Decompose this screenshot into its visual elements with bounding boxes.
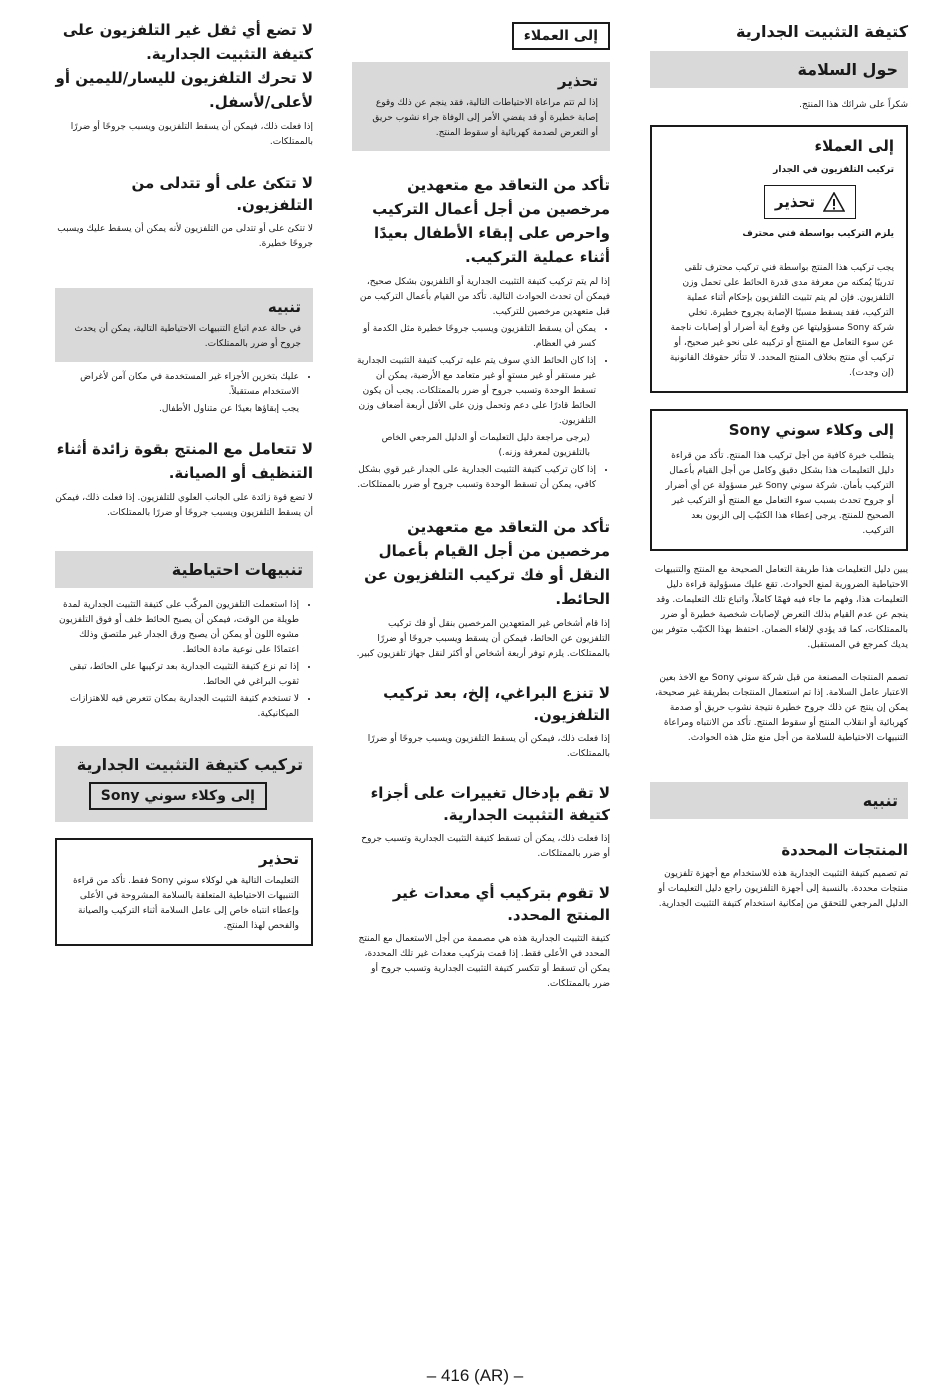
safety-design-paragraph: تصمم المنتجات المصنعة من قبل شركة سوني Sony مع الاخذ بعين الاعتبار عامل السلامة. إذا تم استعمال المنتجات بطريقة غير صحيحة، يمكن إن ينتج عن ذلك جروح خطيرة نتيجة نشوب حريق أو صدمة كهربائية أو انقلاب المنتج أو سقوط المنتج. تأكد من الانتباه ومراعاة التنبيهات الاحتياطية للسلامة من أجل منع مثل هذه الحوادث. — [655, 673, 908, 743]
contract-move-body: إذا قام أشخاص غير المتعهدين المرخصين بنقل أو فك تركيب التلفزيون عن الحائط، فيمكن أن يسقط ويسبب جروحًا أو ضررًا بالممتلكات. يلزم توفر أربعة أشخاص أو أكثر لنقل جهاز تلفزيون كبير. — [356, 619, 610, 659]
contract-install-heading: تأكد من التعاقد مع متعهدين مرخصين من أجل أعمال التركيب واحرص على إبقاء الأطفال بعيدًا أثناء عملية التركيب. — [372, 176, 610, 266]
other-equipment-body: كتيفة التثبيت الجدارية هذه هي مصممة من أجل الاستعمال مع المنتج المحدد في الأعلى فقط. إذا قمت بتركيب معدات غير تلك المحددة، يمكن أن تسقط أو تتكسر كتيفة التثبيت الجدارية وتسبب جروح أو ضرر بالممتلكات. — [358, 934, 610, 989]
page-title: كتيفة التثبيت الجدارية — [736, 22, 908, 41]
list-item: • لا تستخدم كتيفة التثبيت الجدارية بمكان تتعرض فيه للاهتزازات الميكانيكية. — [55, 692, 299, 722]
other-equipment-heading: لا تقوم بتركيب أي معدات غير المنتج المحدد. — [392, 884, 610, 924]
precautions-list — [55, 598, 313, 722]
customers-label: إلى العملاء — [512, 22, 610, 50]
weight-body: إذا فعلت ذلك، فيمكن أن يسقط التلفزيون ويسبب جروحًا أو ضررًا بالممتلكات. — [70, 122, 313, 147]
contract-install-body: إذا لم يتم تركيب كتيفة التثبيت الجدارية أو التلفزيون بشكل صحيح، فيمكن أن تحدث الحوادث التالية. تأكد من القيام بأعمال التركيب من قبل متعهدين مرخصين للتركيب. — [359, 277, 610, 317]
list-item: • يمكن أن يسقط التلفزيون ويسبب جروحًا خطيرة مثل الكدمة أو كسر في العظام. — [352, 322, 596, 352]
force-heading: لا تتعامل مع المنتج بقوة زائدة أثناء التنظيف أو الصيانة. — [56, 440, 313, 482]
thanks-text: شكراً على شرائك هذا المنتج. — [799, 100, 908, 110]
tv-wall-mount-subtitle: تركيب التلفزيون في الجدار — [773, 165, 894, 175]
warning-label: تحذير — [774, 193, 815, 211]
instructions-paragraph: يبين دليل التعليمات هذا طريقة التعامل الصحيحة مع المنتج والتنبيهات الاحتياطية الضرورية لمنع الحوادث. تقع عليك مسؤولية قراءة دليل التعليمات هذا، وفهم ما جاء فيه فهمًا كاملاً، واتباع تلك التعليمات. وقد ينجم عن عدم القيام بذلك التعرض لإصابات شخصية خطيرة أو ضرر بالممتلكات، كما قد يؤدي لإلغاء الضمان. احتفظ بهذا الكتيّب متوفر بين يديك كمرجع في المستقبل. — [651, 565, 908, 650]
weight-note: (يرجى مراجعة دليل التعليمات أو الدليل المرجعي الخاص بالتلفزيون لمعرفة وزنه.) — [381, 433, 590, 458]
customers-box-title: إلى العملاء — [814, 137, 894, 155]
customers-box-body: يجب تركيب هذا المنتج بواسطة فني تركيب محترف تلقى تدريبًا يُمكنه من معرفة مدى قدرة الحائط على تحمل وزن التلفزيون. فإن لم يتم تثبيت التلفزيون بإحكام أثناء عملية التركيب، فقد يسقط مسببًا الإصابة بجروح خطيرة. تخلي شركة Sony مسؤوليتها عن وقوع أية أضرار أو إصابات ناجمة عن سوء التعامل مع المنتج أو تركيبه على نحو غير صحيح، أو تركيب أي منتج بخلاف المنتج المحدد. لا تتأثر حقوقك القانونية (إن وجدت). — [669, 263, 894, 378]
list-item: • إذا تم نزع كتيفة التثبيت الجدارية بعد تركيبها على الحائط، تبقى ثقوب البراغي في الحائط. — [55, 660, 299, 690]
warning-frame — [764, 185, 856, 219]
professional-required: يلزم التركيب بواسطة فني محترف — [742, 229, 894, 239]
caution-list — [55, 370, 313, 400]
caution-box-body: في حالة عدم اتباع التنبيهات الاحتياطية التالية، يمكن أن يحدث جروح أو ضرر بالممتلكات. — [74, 324, 301, 349]
warning-triangle-icon — [823, 192, 845, 212]
column-left — [55, 18, 313, 946]
dealers-warning-box — [55, 838, 313, 946]
caution-box-title: تنبيه — [267, 298, 301, 316]
lean-heading: لا تتكئ على أو تتدلى من التلفزيون. — [131, 174, 313, 214]
warning-box — [352, 62, 610, 151]
lean-body: لا تتكئ على أو تتدلى من التلفزيون لأنه يمكن أن يسقط عليك ويسبب جروحًا خطيرة. — [57, 224, 313, 249]
list-item: • إذا كان تركيب كتيفة التثبيت الجدارية على الجدار غير قوي بشكل كافي، يمكن أن تسقط الوحدة وتسبب جروح أو ضرر بالممتلكات. — [352, 463, 596, 493]
modify-body: إذا فعلت ذلك، يمكن أن تسقط كتيفة التثبيت الجدارية وتسبب جروح أو ضرر بالممتلكات. — [361, 834, 610, 859]
install-heading-block — [55, 746, 313, 822]
list-item: • إذا كان الحائط الذي سوف يتم عليه تركيب كتيفة التثبيت الجدارية غير مستقر أو غير مستوٍ أو غير متعامد مع الأرضية، يمكن أن تسقط الوحدة وتسبب جروح أو ضرر بالممتلكات. يجب أن يكون الحائط قادرًا على دعم وتحمل وزن على الأقل أربعة أضعاف وزن التلفزيون. — [352, 354, 596, 429]
column-right — [650, 18, 908, 918]
dealers-box-title: إلى وكلاء سوني Sony — [728, 421, 894, 439]
list-item: • إذا استعملت التلفزيون المركّب على كتيفة التثبيت الجدارية لمدة طويلة من الوقت، فيمكن أن يصبح الحائط خلف أو فوق التلفزيون مشوه اللون أو يمكن أن يصبح ورق الجدار غير ملتصق وذلك اعتمادًا على نوعية مادة الحائط. — [55, 598, 299, 658]
precautions-heading: تنبيهات احتياطية — [55, 551, 313, 588]
caution-list-cont: يجب إبقاؤها بعيدًا عن متناول الأطفال. — [159, 404, 299, 414]
dealers-warning-title: تحذير — [258, 850, 299, 868]
contract-install-list-2 — [352, 463, 610, 493]
page-number: – 416 (AR) – — [426, 1366, 524, 1385]
screws-body: إذا فعلت ذلك، فيمكن أن يسقط التلفزيون ويسبب جروحًا أو ضررًا بالممتلكات. — [367, 734, 610, 759]
dealers-box — [650, 409, 908, 551]
specified-products-heading: المنتجات المحددة — [781, 841, 908, 859]
screws-heading: لا تنزع البراغي، إلخ، بعد تركيب التلفزيون. — [383, 684, 610, 724]
caution-heading: تنبيه — [650, 782, 908, 819]
modify-heading: لا تقم بإدخال تغييرات على أجزاء كتيفة التثبيت الجدارية. — [370, 784, 610, 824]
force-body: لا تضع قوة زائدة على الجانب العلوي للتلفزيون. إذا فعلت ذلك، فيمكن أن يسقط التلفزيون ويسبب جروحًا أو ضررًا بالممتلكات. — [55, 493, 313, 518]
list-item: • عليك بتخزين الأجزاء غير المستخدمة في مكان آمن لأغراض الاستخدام مستقبلاً. — [55, 370, 299, 400]
install-heading: تركيب كتيفة التثبيت الجدارية — [76, 755, 303, 774]
dealers-warning-body: التعليمات التالية هي لوكلاء سوني Sony فقط. تأكد من قراءة التنبيهات الاحتياطية المتعلقة بالسلامة المشروحة في الأعلى وإعطاء انتباه خاص إلى عامل السلامة أثناء التركيب والصيانة والفحص لهذا المنتج. — [72, 876, 299, 931]
warning-box-title: تحذير — [557, 72, 598, 90]
dealers-box-body: يتطلب خبرة كافية من أجل تركيب هذا المنتج. تأكد من قراءة دليل التعليمات هذا بشكل دقيق وكامل من أجل القيام بأعمال التركيب بأمان. شركة سوني Sony غير مسؤولة عن أي أضرار أو جروح تحدث بسبب سوء التعامل مع المنتج أو التركيب غير الصحيح للمنتج. يرجى إعطاء هذا الكتيّب إلى الزبون بعد التركيب. — [665, 451, 894, 536]
safety-heading: حول السلامة — [650, 51, 908, 88]
customers-box — [650, 125, 908, 393]
contract-move-heading: تأكد من التعاقد مع متعهدين مرخصين من أجل القيام بأعمال النقل أو فك تركيب التلفزيون عن الحائط. — [364, 518, 610, 608]
weight-heading: لا تضع أي ثقل غير التلفزيون على كتيفة التثبيت الجدارية. لا تحرك التلفزيون لليسار/لليمين أو لأعلى/لأسفل. — [55, 21, 313, 111]
specified-products-body: تم تصميم كتيفة التثبيت الجدارية هذه للاستخدام مع أجهزة تلفزيون منتجات محددة. بالنسبة إلى أجهزة التلفزيون راجع دليل التعليمات أو الدليل المرجعي للتحقق من إمكانية استخدام كتيفة التثبيت الجدارية. — [658, 869, 908, 909]
caution-box — [55, 288, 313, 362]
contract-install-list — [352, 322, 610, 429]
warning-box-body: إذا لم تتم مراعاة الاحتياطات التالية، فقد ينجم عن ذلك وقوع إصابة خطيرة أو قد يفضي الأمر إلى الوفاة جراء نشوب حريق أو التعرض لصدمة كهربائية أو سقوط المنتج. — [372, 98, 598, 138]
column-middle — [352, 18, 610, 998]
dealers-label: إلى وكلاء سوني Sony — [89, 782, 267, 810]
